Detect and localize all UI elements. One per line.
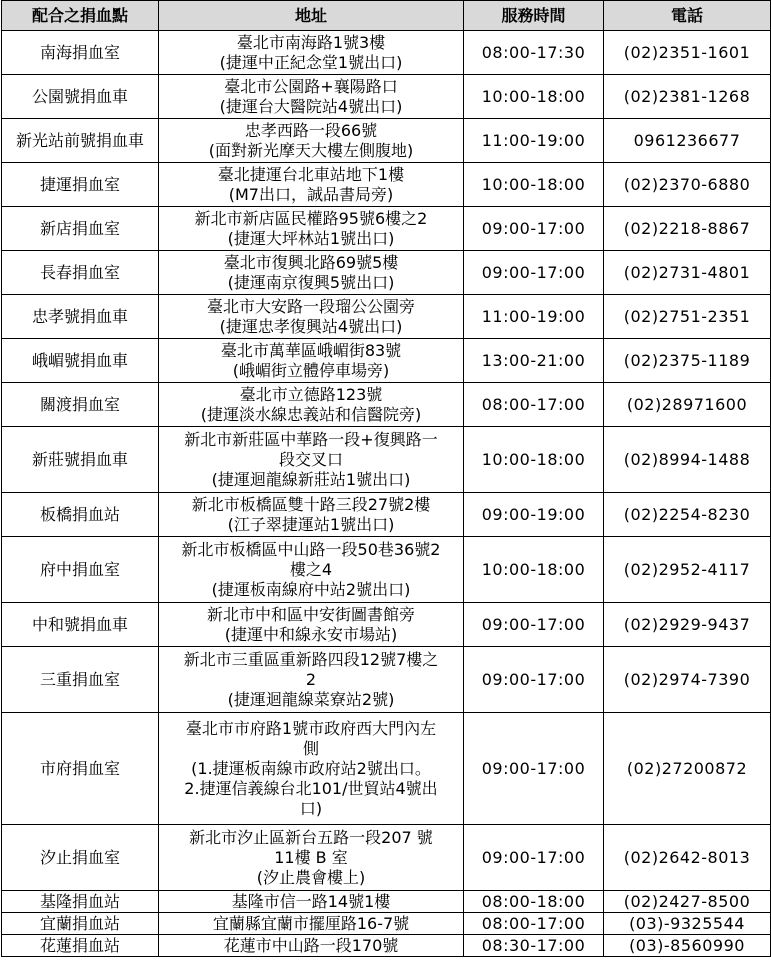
site-address (159, 537, 464, 603)
site-address (159, 119, 464, 163)
site-name: 板橋捐血站 (2, 493, 159, 537)
service-hours: 13:00-21:00 (464, 339, 604, 383)
address-line: (捷運大坪林站1號出口) (227, 228, 395, 248)
phone-number: (02)2731-4801 (604, 251, 771, 295)
address-line: 新北市新莊區中華路一段+復興路一 (184, 429, 438, 449)
site-address (159, 251, 464, 295)
site-name: 新店捐血室 (2, 207, 159, 251)
phone-number: (02)2952-4117 (604, 537, 771, 603)
address-line: 花蓮市中山路一段170號 (223, 935, 399, 955)
address-line: (捷運中和線永安市場站) (224, 624, 398, 644)
site-address (159, 913, 464, 935)
site-name: 府中捐血室 (2, 537, 159, 603)
phone-number: (02)2351-1601 (604, 31, 771, 75)
address-line: (M7出口，誠品書局旁) (228, 184, 394, 204)
site-address (159, 825, 464, 891)
phone-number: (02)2974-7390 (604, 647, 771, 713)
table-row (2, 251, 771, 295)
address-line: (汐止農會樓上) (256, 867, 366, 887)
service-hours: 09:00-17:00 (464, 603, 604, 647)
site-address (159, 295, 464, 339)
address-line: 臺北市大安路一段瑠公公園旁 (206, 296, 415, 316)
site-name: 花蓮捐血站 (2, 935, 159, 957)
address-line: 2.捷運信義線台北101/世貿站4號出 (184, 778, 438, 798)
address-line: (捷運迴龍線新莊站1號出口) (211, 469, 411, 489)
service-hours: 09:00-17:00 (464, 825, 604, 891)
header-site: 配合之捐血點 (2, 1, 159, 31)
phone-number: (02)2642-8013 (604, 825, 771, 891)
service-hours: 09:00-17:00 (464, 713, 604, 825)
address-line: 口) (299, 798, 323, 818)
table-row (2, 603, 771, 647)
blood-donation-sites-table (1, 0, 771, 957)
table-row (2, 891, 771, 913)
service-hours: 09:00-17:00 (464, 207, 604, 251)
service-hours: 10:00-18:00 (464, 163, 604, 207)
header-row (2, 1, 771, 31)
address-line: 臺北市公園路+襄陽路口 (224, 76, 398, 96)
site-address (159, 647, 464, 713)
address-line: 臺北市立德路123號 (239, 384, 383, 404)
service-hours: 10:00-18:00 (464, 537, 604, 603)
address-line: (江子翠捷運站1號出口) (227, 514, 395, 534)
site-name: 忠孝號捐血車 (2, 295, 159, 339)
site-address (159, 207, 464, 251)
service-hours: 08:00-17:00 (464, 913, 604, 935)
site-address (159, 31, 464, 75)
site-name: 宜蘭捐血站 (2, 913, 159, 935)
table-row (2, 913, 771, 935)
site-address (159, 163, 464, 207)
service-hours: 09:00-19:00 (464, 493, 604, 537)
address-line: 基隆市信一路14號1樓 (231, 891, 391, 911)
table-row (2, 647, 771, 713)
address-line: (峨嵋街立體停車場旁) (232, 360, 390, 380)
phone-number: (02)2751-2351 (604, 295, 771, 339)
address-line: 2 (305, 669, 317, 689)
phone-number: (02)2427-8500 (604, 891, 771, 913)
phone-number: (02)2929-9437 (604, 603, 771, 647)
phone-number: (02)2370-6880 (604, 163, 771, 207)
site-address (159, 383, 464, 427)
site-name: 長春捐血室 (2, 251, 159, 295)
phone-number: 0961236677 (604, 119, 771, 163)
site-address (159, 891, 464, 913)
phone-number: (02)2381-1268 (604, 75, 771, 119)
site-name: 捷運捐血室 (2, 163, 159, 207)
table-row (2, 537, 771, 603)
site-name: 市府捐血室 (2, 713, 159, 825)
address-line: (捷運迴龍線菜寮站2號) (227, 689, 395, 709)
service-hours: 10:00-18:00 (464, 75, 604, 119)
site-address (159, 493, 464, 537)
address-line: 段交叉口 (278, 449, 343, 469)
address-line: 臺北市南海路1號3樓 (236, 32, 386, 52)
address-line: 11樓 B 室 (274, 847, 348, 867)
address-line: (捷運中正紀念堂1號出口) (219, 52, 403, 72)
site-name: 峨嵋號捐血車 (2, 339, 159, 383)
address-line: (捷運忠孝復興站4號出口) (219, 316, 403, 336)
address-line: 新北市板橋區中山路一段50巷36號2 (181, 539, 441, 559)
site-address (159, 427, 464, 493)
service-hours: 11:00-19:00 (464, 119, 604, 163)
address-line: 忠孝西路一段66號 (244, 120, 378, 140)
phone-number: (03)-8560990 (604, 935, 771, 957)
table-row (2, 75, 771, 119)
table-row (2, 493, 771, 537)
phone-number: (02)2218-8867 (604, 207, 771, 251)
phone-number: (03)-9325544 (604, 913, 771, 935)
phone-number: (02)27200872 (604, 713, 771, 825)
header-address: 地址 (159, 1, 464, 31)
address-line: 臺北捷運台北車站地下1樓 (217, 164, 405, 184)
address-line: 新北市三重區重新路四段12號7樓之 (183, 649, 439, 669)
phone-number: (02)2254-8230 (604, 493, 771, 537)
table-row (2, 207, 771, 251)
site-address (159, 339, 464, 383)
service-hours: 11:00-19:00 (464, 295, 604, 339)
address-line: 宜蘭縣宜蘭市擺厘路16-7號 (212, 913, 410, 933)
address-line: (捷運板南線府中站2號出口) (211, 579, 411, 599)
address-line: 新北市汐止區新台五路一段207 號 (189, 827, 433, 847)
phone-number: (02)2375-1189 (604, 339, 771, 383)
phone-number: (02)8994-1488 (604, 427, 771, 493)
site-address (159, 713, 464, 825)
address-line: 新北市板橋區雙十路三段27號2樓 (191, 494, 431, 514)
service-hours: 08:00-17:30 (464, 31, 604, 75)
address-line: (捷運台大醫院站4號出口) (219, 96, 403, 116)
site-address (159, 935, 464, 957)
address-line: 側 (302, 738, 319, 758)
table-row (2, 295, 771, 339)
table-row (2, 935, 771, 957)
site-address (159, 75, 464, 119)
site-name: 中和號捐血車 (2, 603, 159, 647)
address-line: 新北市新店區民權路95號6樓之2 (194, 208, 428, 228)
site-name: 公園號捐血車 (2, 75, 159, 119)
table-row (2, 339, 771, 383)
header-hours: 服務時間 (464, 1, 604, 31)
site-name: 關渡捐血室 (2, 383, 159, 427)
site-name: 三重捐血室 (2, 647, 159, 713)
site-name: 新光站前號捐血車 (2, 119, 159, 163)
site-name: 新莊號捐血車 (2, 427, 159, 493)
site-name: 汐止捐血室 (2, 825, 159, 891)
table-row (2, 825, 771, 891)
phone-number: (02)28971600 (604, 383, 771, 427)
site-name: 基隆捐血站 (2, 891, 159, 913)
table-row (2, 713, 771, 825)
address-line: 臺北市復興北路69號5樓 (223, 252, 399, 272)
address-line: (面對新光摩天大樓左側腹地) (208, 140, 414, 160)
address-line: 樓之4 (289, 559, 333, 579)
address-line: 臺北市市府路1號市政府西大門內左 (185, 718, 437, 738)
address-line: (1.捷運板南線市政府站2號出口。 (191, 758, 431, 778)
service-hours: 08:30-17:00 (464, 935, 604, 957)
service-hours: 08:00-17:00 (464, 383, 604, 427)
service-hours: 10:00-18:00 (464, 427, 604, 493)
table-row (2, 427, 771, 493)
service-hours: 09:00-17:00 (464, 251, 604, 295)
service-hours: 08:00-18:00 (464, 891, 604, 913)
table-row (2, 383, 771, 427)
table-row (2, 163, 771, 207)
header-phone: 電話 (604, 1, 771, 31)
address-line: (捷運南京復興5號出口) (227, 272, 395, 292)
table-row (2, 31, 771, 75)
address-line: 新北市中和區中安街圖書館旁 (206, 604, 415, 624)
table-row (2, 119, 771, 163)
service-hours: 09:00-17:00 (464, 647, 604, 713)
address-line: 臺北市萬華區峨嵋街83號 (220, 340, 402, 360)
address-line: (捷運淡水線忠義站和信醫院旁) (200, 404, 422, 424)
site-address (159, 603, 464, 647)
site-name: 南海捐血室 (2, 31, 159, 75)
table-body (2, 31, 771, 957)
